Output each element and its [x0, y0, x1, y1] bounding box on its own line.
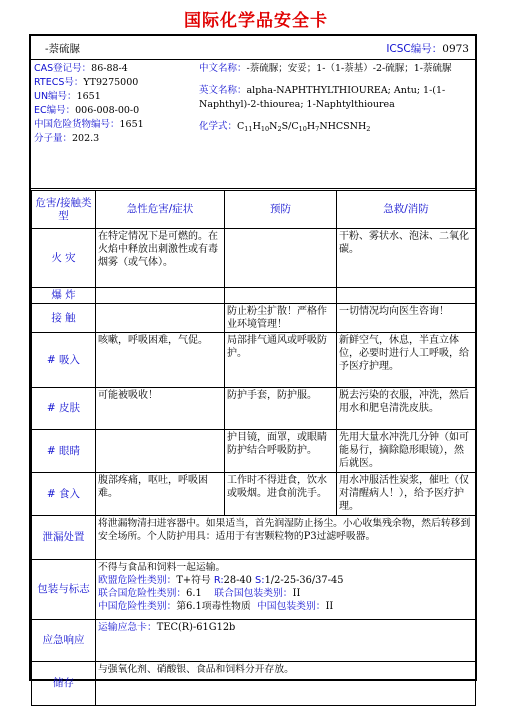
contact-symptoms [96, 304, 225, 333]
row-spill-label: 泄漏处置 [32, 516, 96, 560]
mw-label: 分子量： [34, 133, 73, 144]
cname-label: 中文名称： [199, 63, 247, 74]
eyes-prevention: 护目镜，面罩，或眼睛防护结合呼吸防护。 [225, 430, 337, 473]
table-row-emergency [32, 620, 476, 662]
emergency-card-value: TEC(R)-61G12b [156, 622, 236, 633]
ingestion-aid: 用水冲服活性炭浆，催吐（仅对清醒病人！），给予医疗护理。 [337, 473, 476, 516]
mw-value: 202.3 [72, 133, 100, 144]
molecular-weight-line [34, 132, 194, 146]
identifiers [34, 62, 194, 146]
icsc-label: ICSC编号： [386, 43, 443, 55]
row-fire-label: 火 灾 [32, 229, 96, 288]
ec-value: 006-008-00-0 [75, 105, 140, 116]
emergency-details [96, 620, 476, 662]
ename-value: alpha-NAPHTHYLTHIOUREA; Antu; 1-(1-Naphthyl)-2-thiourea; 1-Naphtylthiourea [199, 85, 446, 110]
row-eyes-label: # 眼睛 [32, 430, 96, 473]
inhalation-prevention: 局部排气通风或呼吸防护。 [225, 333, 337, 388]
un-label: UN编号： [34, 91, 77, 102]
contact-aid: 一切情况均向医生咨询！ [337, 304, 476, 333]
ename-label: 英文名称： [199, 85, 247, 96]
skin-prevention: 防护手套，防护服。 [225, 388, 337, 430]
cname-value: -萘硫脲；安妥；1-（1-萘基）-2-硫脲；1-萘硫脲 [246, 63, 452, 74]
emergency-card-label: 运输应急卡： [98, 622, 157, 633]
table-row-contact [32, 304, 476, 333]
names [199, 62, 471, 136]
formula-label: 化学式： [199, 121, 238, 132]
packaging-cn-line: 中国危险性类别：第6.1项毒性物质 中国包装类别：II [98, 601, 334, 612]
table-row-fire [32, 229, 476, 288]
table-row-explosion [32, 288, 476, 304]
table-row-ingestion [32, 473, 476, 516]
un-line [34, 90, 194, 104]
skin-symptoms: 可能被吸收！ [96, 388, 225, 430]
table-row-storage [32, 662, 476, 706]
hazard-table [31, 190, 476, 706]
fire-aid: 干粉、雾状水、泡沫、二氧化碳。 [337, 229, 476, 288]
row-skin-label: # 皮肤 [32, 388, 96, 430]
formula-value: $C_{11}H_{10}N_2S/C_{10}H_7NHCSNH_2$ [237, 121, 371, 133]
icsc-number [386, 41, 469, 56]
rtecs-label: RTECS号： [34, 77, 84, 88]
rtecs-value: YT9275000 [83, 77, 139, 88]
contact-prevention: 防止粉尘扩散！严格作业环境管理！ [225, 304, 337, 333]
row-inhalation-label: # 吸入 [32, 333, 96, 388]
explosion-prevention [225, 288, 337, 304]
row-explosion-label: 爆 炸 [32, 288, 96, 304]
identification-block [31, 60, 475, 189]
packaging-un-line: 联合国危险性类别：6.1 联合国包装类别：II [98, 588, 301, 599]
storage-text: 与强氧化剂、硝酸银、食品和饲料分开存放。 [96, 662, 476, 706]
ec-line [34, 104, 194, 118]
col-symptoms: 急性危害/症状 [96, 191, 225, 229]
ingestion-prevention: 工作时不得进食，饮水或吸烟。进食前洗手。 [225, 473, 337, 516]
icsc-value: 0973 [442, 43, 469, 55]
eyes-aid: 先用大量水冲洗几分钟（如可能易行，摘除隐形眼镜），然后就医。 [337, 430, 476, 473]
spill-text: 将泄漏物清扫进容器中。如果适当，首先润湿防止扬尘。小心收集残余物，然后转移到安全场所。个人防护用具：适用于有害颗粒物的P3过滤呼吸器。 [96, 516, 476, 560]
cas-line [34, 62, 194, 76]
col-first-aid: 急救/消防 [337, 191, 476, 229]
cn-label: 中国危险货物编号： [34, 119, 120, 130]
table-row-skin [32, 388, 476, 430]
skin-aid: 脱去污染的衣服，冲洗，然后用水和肥皂清洗皮肤。 [337, 388, 476, 430]
inhalation-symptoms: 咳嗽，呼吸困难，气促。 [96, 333, 225, 388]
row-ingestion-label: # 食入 [32, 473, 96, 516]
table-row-spill [32, 516, 476, 560]
chemical-name: -萘硫脲 [45, 43, 81, 55]
eyes-symptoms [96, 430, 225, 473]
explosion-symptoms [96, 288, 225, 304]
chinese-name-line [199, 62, 471, 76]
row-emergency-label: 应急响应 [32, 620, 96, 662]
col-hazard-type: 危害/接触类型 [32, 191, 96, 229]
explosion-aid [337, 288, 476, 304]
formula-line [199, 120, 471, 136]
row-packaging-label: 包装与标志 [32, 560, 96, 620]
safety-card [29, 34, 477, 689]
fire-prevention [225, 229, 337, 288]
un-value: 1651 [76, 91, 101, 102]
table-row-packaging [32, 560, 476, 620]
packaging-eu-line: 欧盟危险性类别：T+符号 R:28-40 S:1/2-25-36/37-45 [98, 575, 344, 586]
ec-label: EC编号： [34, 105, 76, 116]
cn-value: 1651 [119, 119, 144, 130]
col-prevention: 预防 [225, 191, 337, 229]
cas-label: CAS登记号： [34, 63, 92, 74]
packaging-details [96, 560, 476, 620]
english-name-line [199, 84, 471, 112]
table-row-inhalation [32, 333, 476, 388]
cas-value: 86-88-4 [91, 63, 128, 74]
cn-dangerous-goods-line [34, 118, 194, 132]
packaging-line1: 不得与食品和饲料一起运输。 [98, 562, 226, 573]
row-storage-label: 储存 [32, 662, 96, 706]
table-row-eyes [32, 430, 476, 473]
table-header-row [32, 191, 476, 229]
row-contact-label: 接 触 [32, 304, 96, 333]
ingestion-symptoms: 腹部疼痛，呕吐，呼吸困难。 [96, 473, 225, 516]
rtecs-line [34, 76, 194, 90]
card-title: 国际化学品安全卡 [184, 11, 328, 31]
card-header-row [31, 36, 475, 60]
fire-symptoms: 在特定情况下是可燃的。在火焰中释放出刺激性或有毒烟雾（或气体）。 [96, 229, 225, 288]
inhalation-aid: 新鲜空气，休息，半直立体位，必要时进行人工呼吸，给予医疗护理。 [337, 333, 476, 388]
